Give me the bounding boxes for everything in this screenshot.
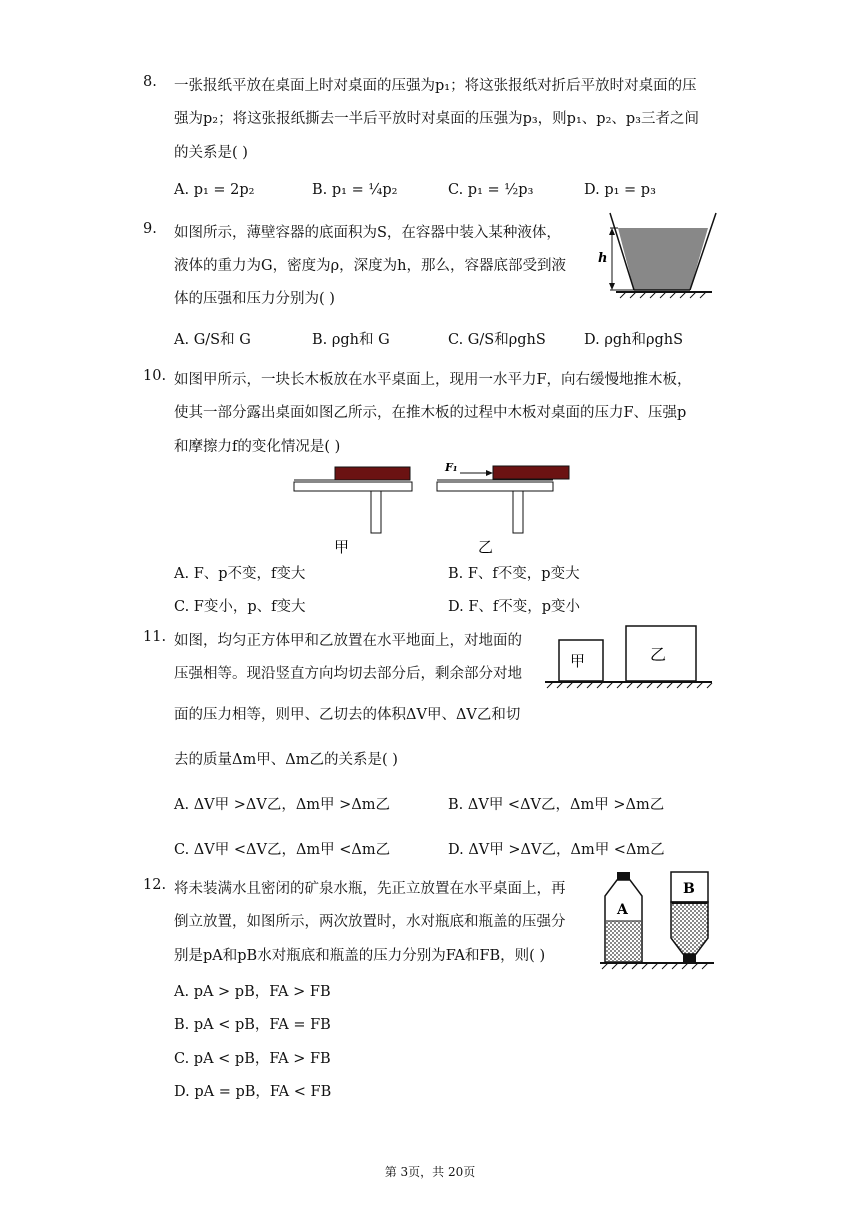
figure-label-a: A: [617, 902, 628, 918]
option-a: A. pA > pB，FA > FB: [174, 984, 331, 1000]
option-a: A. p₁ = 2p₂: [174, 182, 255, 198]
question-text-line: 的关系是( ): [174, 145, 248, 161]
option-a: A. F、p不变，f变大: [174, 566, 306, 582]
question-text-line: 将未装满水且密闭的矿泉水瓶，先正立放置在水平桌面上，再: [174, 881, 566, 897]
option-c: C. G/S和ρghS: [448, 332, 546, 348]
question-text-line: 别是pA和pB水对瓶底和瓶盖的压力分别为FA和FB，则( ): [174, 948, 546, 964]
cubes-figure: [542, 620, 714, 690]
option-b: B. ρgh和 G: [312, 332, 390, 348]
option-b: B. pA < pB，FA = FB: [174, 1017, 331, 1033]
option-a: A. ΔV甲 >ΔV乙，Δm甲 >Δm乙: [174, 797, 391, 813]
figure-label-yi: 乙: [650, 645, 667, 664]
question-text-line: 面的压力相等，则甲、乙切去的体积ΔV甲、ΔV乙和切: [174, 707, 521, 723]
option-d: D. ρgh和ρghS: [584, 332, 684, 348]
figure-label-jia: 甲: [334, 538, 350, 555]
question-text-line: 如图甲所示，一块长木板放在水平桌面上，现用一水平力F，向右缓慢地推木板，: [174, 372, 692, 388]
figure-label-f1: F₁: [445, 461, 458, 474]
question-text-line: 使其一部分露出桌面如图乙所示，在推木板的过程中木板对桌面的压力F、压强p: [174, 405, 687, 421]
question-text-line: 和摩擦力f的变化情况是( ): [174, 439, 341, 455]
question-text-line: 压强相等。现沿竖直方向均切去部分后，剩余部分对地: [174, 666, 522, 682]
question-text-line: 倒立放置，如图所示，两次放置时，水对瓶底和瓶盖的压强分: [174, 914, 566, 930]
option-c: C. pA < pB，FA > FB: [174, 1051, 331, 1067]
question-number: 8.: [143, 74, 157, 90]
question-number: 12.: [143, 877, 167, 893]
figure-label-h: h: [598, 251, 608, 266]
question-text-line: 强为p₂；将这张报纸撕去一半后平放时对桌面的压强为p₃，则p₁、p₂、p₃三者之间: [174, 111, 699, 127]
option-b: B. p₁ = ¼p₂: [312, 182, 398, 198]
bottles-figure: [598, 866, 716, 972]
figure-label-yi: 乙: [478, 538, 494, 555]
option-b: B. ΔV甲 <ΔV乙，Δm甲 >Δm乙: [448, 797, 665, 813]
option-c: C. p₁ = ½p₃: [448, 182, 534, 198]
question-text-line: 体的压强和压力分别为( ): [174, 291, 335, 307]
option-d: D. pA = pB，FA < FB: [174, 1084, 332, 1100]
option-d: D. F、f不变，p变小: [448, 599, 581, 615]
question-text-line: 如图，均匀正方体甲和乙放置在水平地面上，对地面的: [174, 633, 522, 649]
option-d: D. p₁ = p₃: [584, 182, 656, 198]
option-a: A. G/S和 G: [174, 332, 251, 348]
question-text-line: 液体的重力为G，密度为ρ，深度为h，那么，容器底部受到液: [174, 258, 566, 274]
figure-label-jia: 甲: [570, 652, 586, 670]
question-number: 9.: [143, 221, 157, 237]
question-text-line: 一张报纸平放在桌面上时对桌面的压强为p₁；将这张报纸对折后平放时对桌面的压: [174, 78, 697, 94]
container-figure: [590, 208, 720, 300]
figure-label-b: B: [683, 881, 695, 897]
question-text-line: 去的质量Δm甲、Δm乙的关系是( ): [174, 752, 398, 768]
question-text-line: 如图所示，薄壁容器的底面积为S，在容器中装入某种液体，: [174, 225, 561, 241]
page-footer: 第 3页，共 20页: [384, 1165, 476, 1179]
question-number: 10.: [143, 368, 167, 384]
option-c: C. F变小，p、f变大: [174, 599, 306, 615]
board-figure: [290, 455, 580, 555]
option-d: D. ΔV甲 >ΔV乙，Δm甲 <Δm乙: [448, 842, 665, 858]
option-b: B. F、f不变，p变大: [448, 566, 580, 582]
option-c: C. ΔV甲 <ΔV乙，Δm甲 <Δm乙: [174, 842, 391, 858]
question-number: 11.: [143, 629, 167, 645]
